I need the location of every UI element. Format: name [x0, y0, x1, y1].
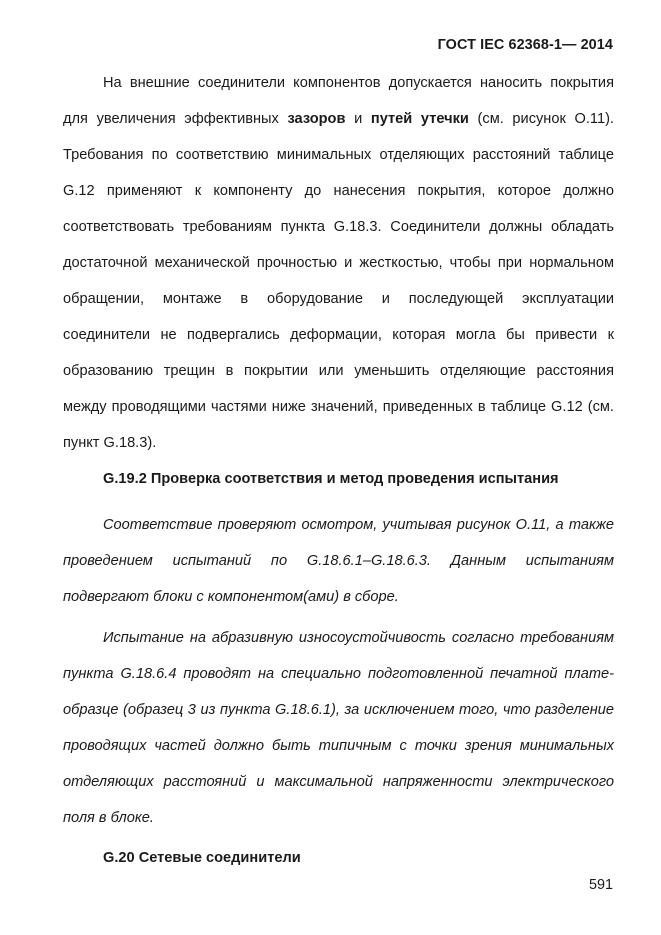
section-heading-g20: G.20 Сетевые соединители	[103, 850, 301, 866]
paragraph-text: На внешние соединители компонентов допускается наносить покрытия для увеличения эффективных	[63, 75, 614, 127]
paragraph-abrasion-test: Испытание на абразивную износоустойчивость согласно требованиям пункта G.18.6.4 проводят на специально подготовленной печатной плате-образце (образец 3 из пункта G.18.6.1), за исключением того, что разделение проводящих частей должно быть типичным с точки зрения минимальных отделяющих расстояний и максимальной напряженности электрического поля в блоке.	[63, 630, 614, 826]
document-code-header: ГОСТ IEC 62368-1— 2014	[437, 37, 613, 53]
paragraph-text: (см. рисунок О.11). Требования по соответствию минимальных отделяющих расстояний таблице G.12 применяют к компоненту до нанесения покрытия, которое должно соответствовать требованиям пункта G.18.3. Соединители должны обладать достаточной механической прочностью и жесткостью, чтобы при нормальном обращении, монтаже в оборудование и последующей эксплуатации соединители не подвергались деформации, которая могла бы привести к образованию трещин в покрытии или уменьшить отделяющие расстояния между проводящими частями ниже значений, приведенных в таблице G.12 (см. пункт G.18.3).	[63, 111, 614, 451]
paragraph-compliance-check: Соответствие проверяют осмотром, учитывая рисунок О.11, а также проведением испытаний по G.18.6.1–G.18.6.3. Данным испытаниям подвергают блоки с компонентом(ами) в сборе.	[63, 517, 614, 605]
section-heading-g19-2: G.19.2 Проверка соответствия и метод проведения испытания	[103, 471, 559, 487]
term-clearances: зазоров	[287, 111, 346, 127]
page-number: 591	[588, 877, 613, 893]
paragraph-text: и	[345, 111, 371, 127]
paragraph-coatings	[63, 65, 614, 461]
term-creepage-distances: путей утечки	[370, 111, 469, 127]
